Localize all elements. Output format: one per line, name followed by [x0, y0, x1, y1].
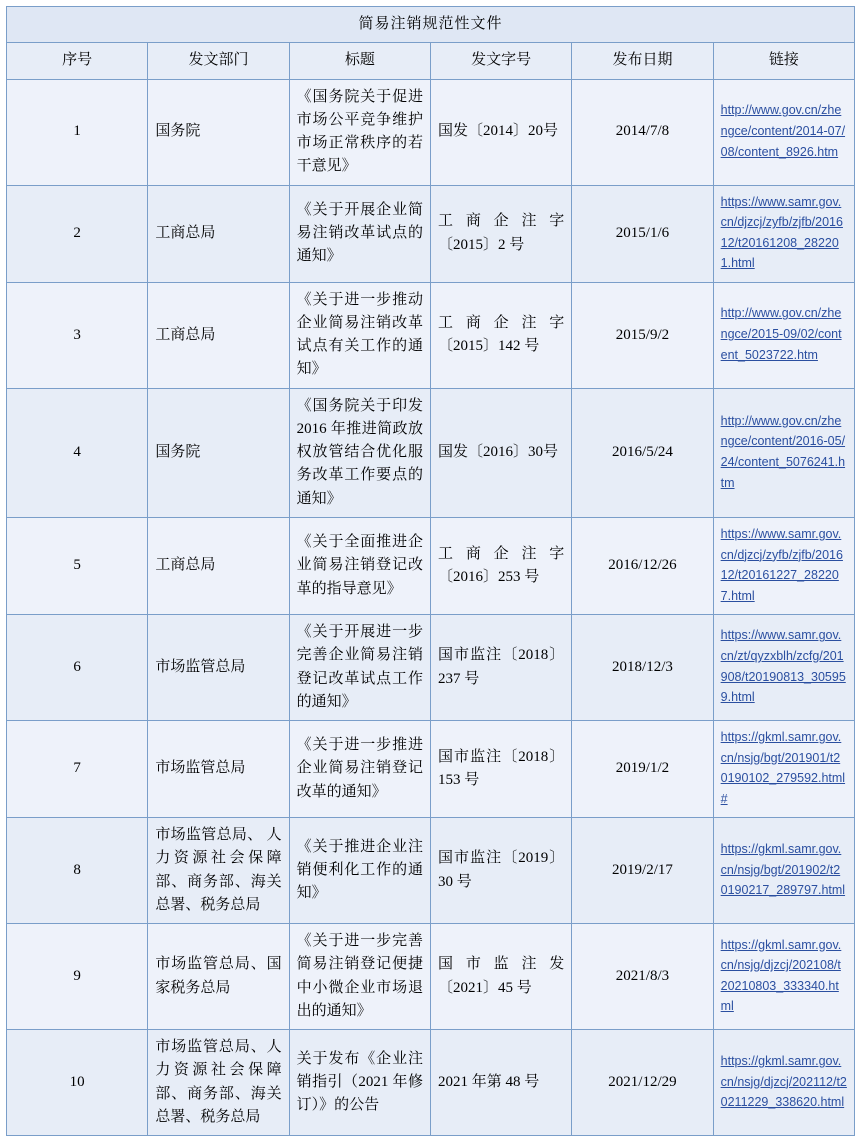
row-doc-number: 国市监注〔2019〕30 号 [430, 818, 571, 924]
row-date: 2016/5/24 [572, 388, 713, 517]
row-link[interactable]: https://www.samr.gov.cn/zt/qyzxblh/zcfg/201908/t20190813_305959.html [720, 628, 846, 705]
column-header-title: 标题 [289, 43, 430, 79]
row-index: 4 [7, 388, 148, 517]
row-link[interactable]: https://gkml.samr.gov.cn/nsjg/djzcj/202112/t20211229_338620.html [720, 1053, 847, 1110]
table-row [7, 388, 855, 517]
table-header-row [7, 43, 855, 79]
row-index: 5 [7, 517, 148, 614]
table-row [7, 721, 855, 818]
row-doc-number: 国发〔2014〕20号 [430, 79, 571, 185]
row-title: 《关于进一步推进企业简易注销登记改革的通知》 [289, 721, 430, 818]
column-header-date: 发布日期 [572, 43, 713, 79]
row-link[interactable]: https://www.samr.gov.cn/djzcj/zyfb/zjfb/201612/t20161208_282201.html [720, 194, 843, 271]
row-link[interactable]: http://www.gov.cn/zhengce/2015-09/02/content_5023722.htm [720, 306, 842, 362]
row-doc-number: 国发〔2016〕30号 [430, 388, 571, 517]
row-title: 《国务院关于促进市场公平竞争维护市场正常秩序的若干意见》 [289, 79, 430, 185]
row-date: 2014/7/8 [572, 79, 713, 185]
table-row [7, 924, 855, 1030]
row-date: 2019/1/2 [572, 721, 713, 818]
row-title: 《关于全面推进企业简易注销登记改革的指导意见》 [289, 517, 430, 614]
column-header-link: 链接 [713, 43, 854, 79]
table-row [7, 1030, 855, 1136]
row-index: 9 [7, 924, 148, 1030]
row-date: 2015/1/6 [572, 185, 713, 282]
row-title: 《关于开展进一步完善企业简易注销登记改革试点工作的通知》 [289, 615, 430, 721]
table-row [7, 818, 855, 924]
row-date: 2021/12/29 [572, 1030, 713, 1136]
row-date: 2018/12/3 [572, 615, 713, 721]
row-title: 《关于推进企业注销便利化工作的通知》 [289, 818, 430, 924]
table-row [7, 615, 855, 721]
row-index: 1 [7, 79, 148, 185]
row-index: 8 [7, 818, 148, 924]
row-link-cell [713, 517, 854, 614]
row-link-cell [713, 388, 854, 517]
row-index: 2 [7, 185, 148, 282]
row-link[interactable]: https://gkml.samr.gov.cn/nsjg/bgt/201901/t20190102_279592.html# [720, 730, 846, 806]
table-title-row [7, 7, 855, 43]
row-title: 《关于进一步推动企业简易注销改革试点有关工作的通知》 [289, 282, 430, 388]
row-title: 《关于开展企业简易注销改革试点的通知》 [289, 185, 430, 282]
row-link-cell [713, 818, 854, 924]
row-department: 国务院 [148, 388, 289, 517]
row-department: 工商总局 [148, 517, 289, 614]
row-doc-number: 工商企注字〔2015〕142 号 [430, 282, 571, 388]
row-department: 市场监管总局、人力资源社会保障部、商务部、海关总署、税务总局 [148, 1030, 289, 1136]
column-header-doc-number: 发文字号 [430, 43, 571, 79]
row-title: 关于发布《企业注销指引（2021 年修订）》的公告 [289, 1030, 430, 1136]
row-index: 6 [7, 615, 148, 721]
row-title: 《关于进一步完善简易注销登记便捷中小微企业市场退出的通知》 [289, 924, 430, 1030]
row-link-cell [713, 924, 854, 1030]
row-link-cell [713, 1030, 854, 1136]
row-link-cell [713, 185, 854, 282]
row-link[interactable]: http://www.gov.cn/zhengce/content/2016-05/24/content_5076241.htm [720, 413, 846, 490]
row-link-cell [713, 721, 854, 818]
row-doc-number: 国市监注〔2018〕153 号 [430, 721, 571, 818]
column-header-index: 序号 [7, 43, 148, 79]
row-doc-number: 2021 年第 48 号 [430, 1030, 571, 1136]
row-date: 2015/9/2 [572, 282, 713, 388]
column-header-department: 发文部门 [148, 43, 289, 79]
row-link[interactable]: http://www.gov.cn/zhengce/content/2014-07/08/content_8926.htm [720, 103, 846, 159]
row-doc-number: 工商企注字〔2016〕253 号 [430, 517, 571, 614]
row-department: 市场监管总局、国家税务总局 [148, 924, 289, 1030]
table-row [7, 517, 855, 614]
row-department: 工商总局 [148, 185, 289, 282]
row-link-cell [713, 282, 854, 388]
row-link-cell [713, 615, 854, 721]
row-doc-number: 国市监注〔2018〕237 号 [430, 615, 571, 721]
row-department: 国务院 [148, 79, 289, 185]
row-title: 《国务院关于印发 2016 年推进简政放权放管结合优化服务改革工作要点的通知》 [289, 388, 430, 517]
row-index: 10 [7, 1030, 148, 1136]
row-doc-number: 工商企注字〔2015〕2 号 [430, 185, 571, 282]
row-department: 市场监管总局 [148, 721, 289, 818]
table-row [7, 185, 855, 282]
row-link-cell [713, 79, 854, 185]
row-department: 市场监管总局 [148, 615, 289, 721]
row-date: 2016/12/26 [572, 517, 713, 614]
table-title: 简易注销规范性文件 [7, 7, 855, 43]
row-date: 2019/2/17 [572, 818, 713, 924]
row-doc-number: 国市监注发〔2021〕45 号 [430, 924, 571, 1030]
row-index: 3 [7, 282, 148, 388]
row-department: 工商总局 [148, 282, 289, 388]
row-link[interactable]: https://gkml.samr.gov.cn/nsjg/bgt/201902/t20190217_289797.html [720, 841, 846, 898]
row-link[interactable]: https://gkml.samr.gov.cn/nsjg/djzcj/202108/t20210803_333340.html [720, 937, 842, 1014]
row-department: 市场监管总局、 人力资源社会保障部、商务部、海关总署、税务总局 [148, 818, 289, 924]
table-row [7, 282, 855, 388]
row-date: 2021/8/3 [572, 924, 713, 1030]
row-index: 7 [7, 721, 148, 818]
table-row [7, 79, 855, 185]
regulatory-documents-table [6, 6, 855, 1136]
row-link[interactable]: https://www.samr.gov.cn/djzcj/zyfb/zjfb/201612/t20161227_282207.html [720, 526, 843, 603]
